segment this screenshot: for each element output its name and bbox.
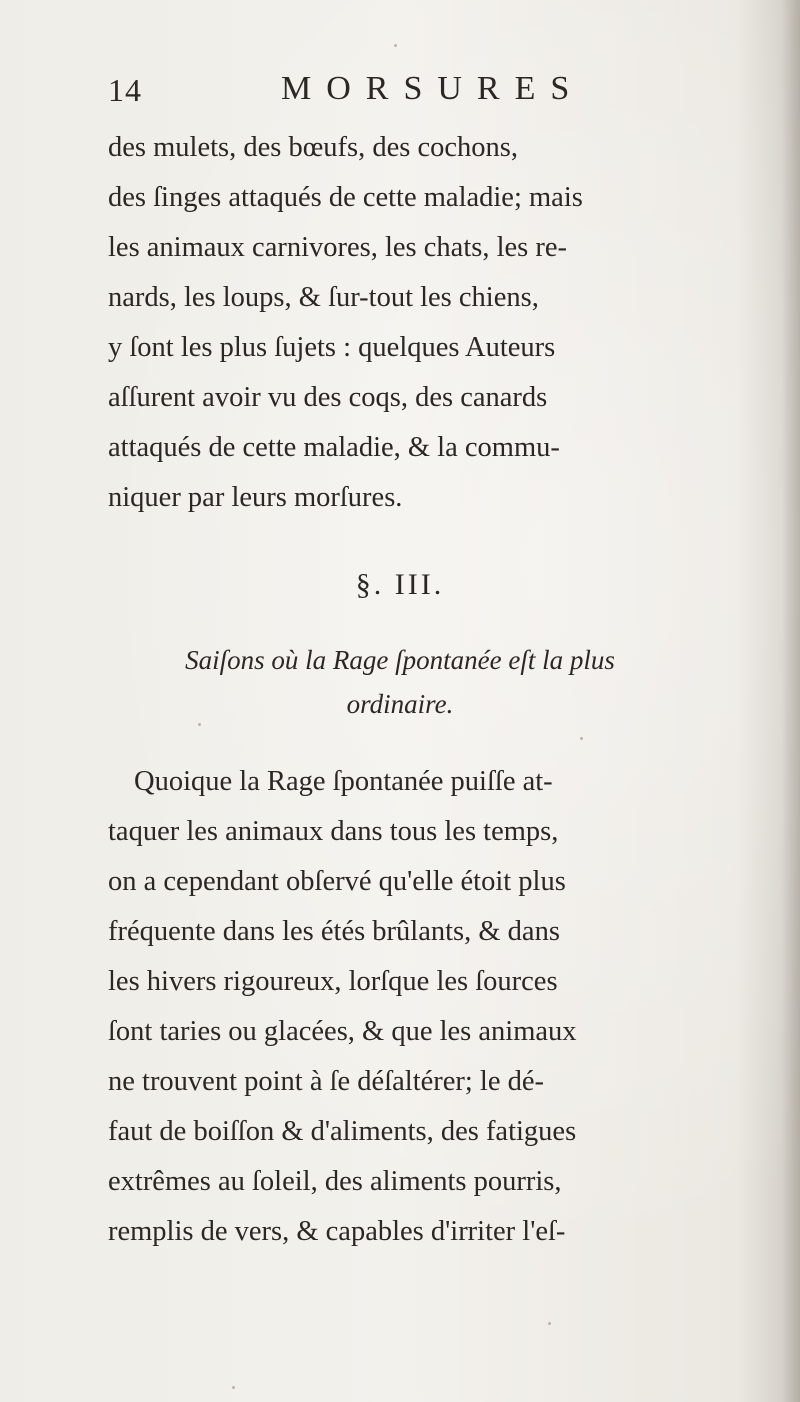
- section-number: §. III.: [355, 568, 445, 601]
- text-line: faut de boiſſon & d'aliments, des fatigues: [108, 1116, 577, 1147]
- paper-speck: [232, 1386, 235, 1389]
- page-header: [108, 68, 728, 108]
- paper-speck: [548, 1322, 551, 1325]
- text-line: fréquente dans les étés brûlants, & dans: [108, 916, 560, 947]
- text-line: nards, les loups, & ſur-tout les chiens,: [108, 282, 539, 313]
- paper-speck: [394, 44, 397, 47]
- text-line: on a cependant obſervé qu'elle étoit plus: [108, 866, 566, 897]
- text-line: y ſont les plus ſujets : quelques Auteurs: [108, 332, 556, 363]
- text-line: des ſinges attaqués de cette maladie; mais: [108, 182, 583, 213]
- text-line: ſont taries ou glacées, & que les animaux: [108, 1016, 577, 1047]
- section-title-line: ordinaire.: [346, 689, 454, 719]
- text-line: aſſurent avoir vu des coqs, des canards: [108, 382, 548, 413]
- text-line: niquer par leurs morſures.: [108, 482, 403, 513]
- text-line: ne trouvent point à ſe déſaltérer; le dé-: [108, 1066, 545, 1097]
- page-number: 14: [108, 72, 142, 108]
- text-line: remplis de vers, & capables d'irriter l'eſ-: [108, 1216, 566, 1247]
- section-title-line: Saiſons où la Rage ſpontanée eſt la plus: [185, 645, 615, 675]
- text-line: les hivers rigoureux, lorſque les ſources: [108, 966, 558, 997]
- running-title: MORSURES: [281, 70, 585, 107]
- text-line: attaqués de cette maladie, & la commu-: [108, 432, 560, 463]
- text-line: les animaux carnivores, les chats, les re-: [108, 232, 567, 263]
- paper-speck: [580, 737, 583, 740]
- paper-speck: [198, 723, 201, 726]
- text-line: extrêmes au ſoleil, des aliments pourris,: [108, 1166, 562, 1197]
- text-line: des mulets, des bœufs, des cochons,: [108, 132, 519, 163]
- text-line: taquer les animaux dans tous les temps,: [108, 816, 559, 847]
- text-line: Quoique la Rage ſpontanée puiſſe at-: [134, 766, 553, 797]
